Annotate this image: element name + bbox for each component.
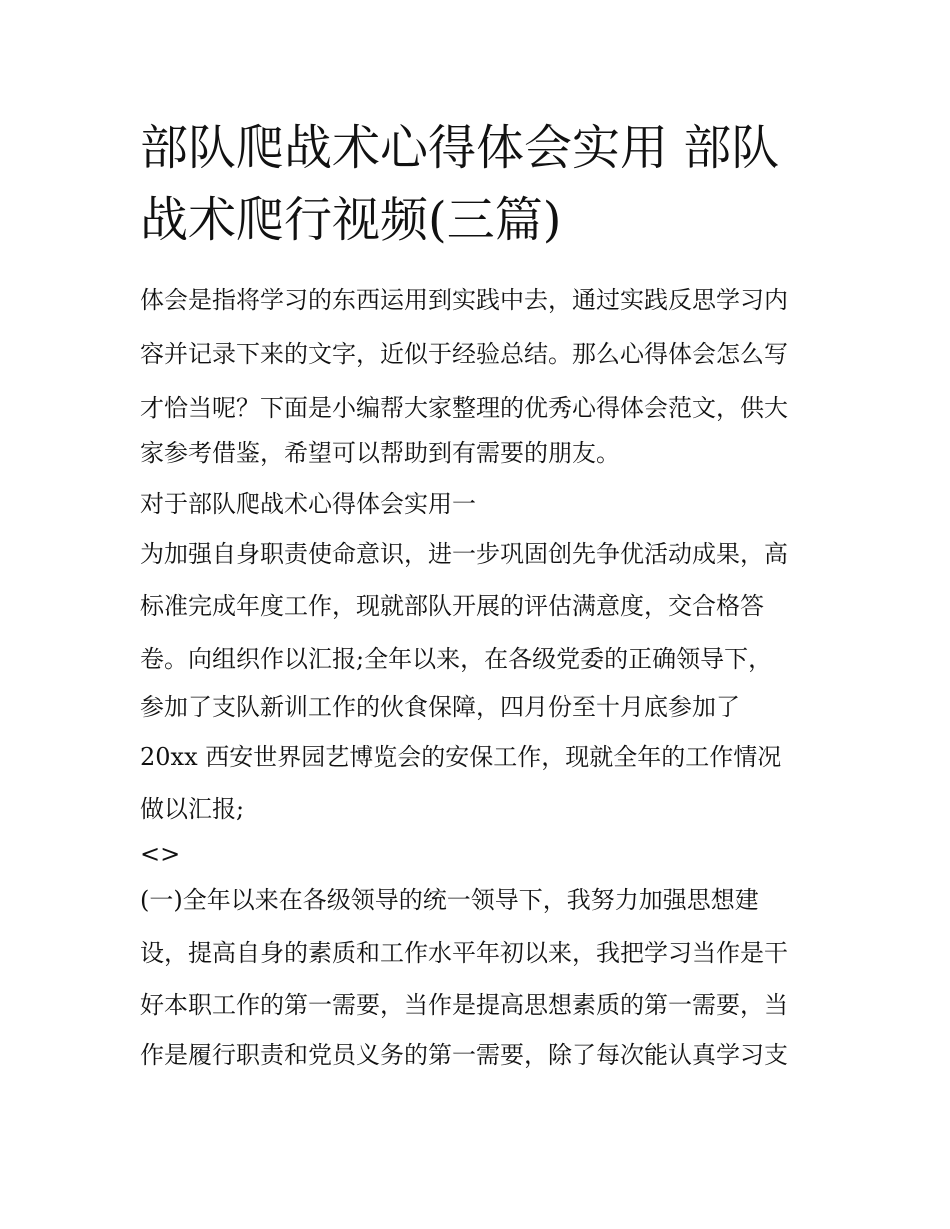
paragraph-line: 体会是指将学习的东西运用到实践中去，通过实践反思学习内 [140, 286, 788, 314]
paragraph-line: 卷。向组织作以汇报;全年以来，在各级党委的正确领导下， [140, 645, 773, 673]
paragraph-line: (一)全年以来在各级领导的统一领导下，我努力加强思想建 [140, 886, 759, 914]
paragraph-line: 参加了支队新训工作的伙食保障，四月份至十月底参加了 [140, 693, 740, 721]
title-line-2: 战术爬行视频(三篇) [140, 192, 562, 248]
paragraph-line: 作是履行职责和党员义务的第一需要，除了每次能认真学习支 [140, 1041, 788, 1069]
paragraph-line: 做以汇报; [140, 795, 245, 823]
paragraph-line: 设，提高自身的素质和工作水平年初以来，我把学习当作是干 [140, 939, 788, 967]
paragraph-line: 20xx 西安世界园艺博览会的安保工作，现就全年的工作情况 [140, 743, 782, 771]
paragraph-line: 标准完成年度工作，现就部队开展的评估满意度，交合格答 [140, 592, 764, 620]
document-title [140, 112, 830, 256]
paragraph-line: 为加强自身职责使命意识，进一步巩固创先争优活动成果，高 [140, 540, 788, 568]
paragraph-line: 好本职工作的第一需要，当作是提高思想素质的第一需要，当 [140, 991, 788, 1019]
section-heading: 对于部队爬战术心得体会实用一 [140, 490, 476, 518]
paragraph-line: 才恰当呢？下面是小编帮大家整理的优秀心得体会范文，供大 [140, 394, 788, 422]
title-line-1: 部队爬战术心得体会实用 部队 [140, 120, 780, 176]
paragraph-line: 家参考借鉴，希望可以帮助到有需要的朋友。 [140, 439, 620, 467]
paragraph-line: <> [140, 840, 181, 868]
paragraph-line: 容并记录下来的文字，近似于经验总结。那么心得体会怎么写 [140, 340, 788, 368]
